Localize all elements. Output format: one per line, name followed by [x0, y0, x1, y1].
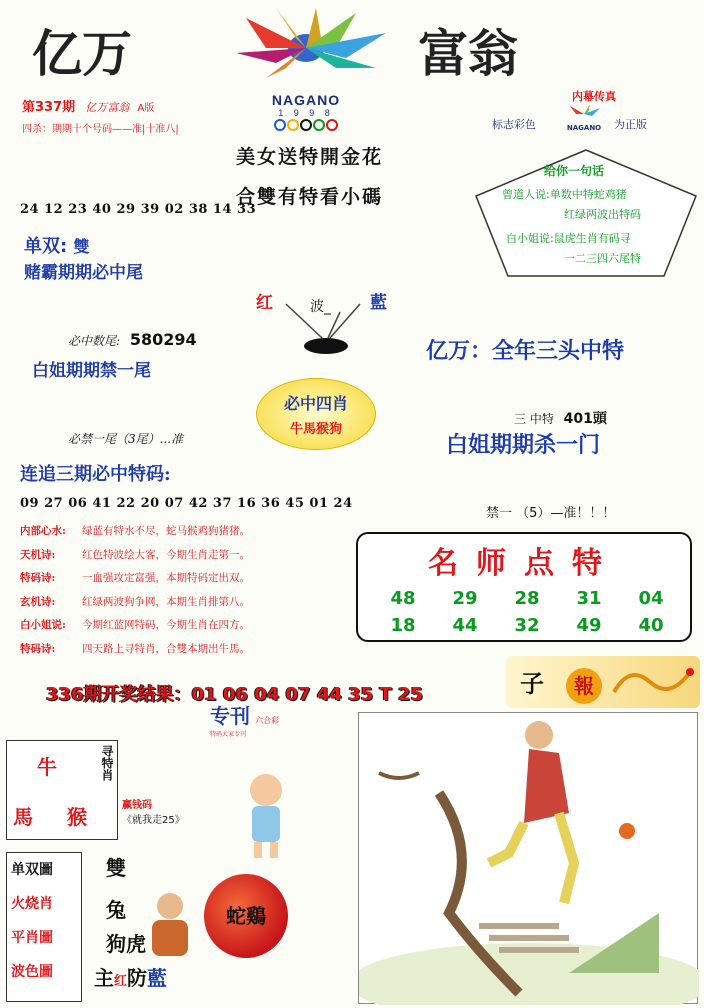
dragon-icon	[610, 662, 696, 702]
bottom-label: 平肖圖	[11, 930, 53, 946]
bottom-zhu: 主	[94, 966, 114, 990]
mingshi-title: 名师点特	[428, 546, 620, 581]
mingshi-num: 44	[452, 615, 478, 636]
win-badge-title: 赢钱码	[122, 800, 152, 811]
issue-line	[22, 96, 154, 115]
hiker-illustration-icon	[359, 713, 699, 1005]
sixiao-badge	[256, 378, 376, 450]
pentagon-line1-text: 单数中特蛇鸡猪	[549, 188, 627, 201]
bottom-value-gouhu: 狗虎	[106, 932, 146, 956]
poem-row	[20, 638, 360, 662]
bizhong-wei-label: 必中数尾:	[68, 334, 121, 348]
title-right: 富翁	[418, 24, 518, 83]
mingshi-num: 48	[390, 588, 416, 609]
poem-text: 绿蓝有特水不尽，蛇马猴鸡狗猪猪。	[82, 525, 250, 537]
zibao-zi: 子	[520, 670, 544, 698]
pentagon-line2: 红绿两波出特码	[564, 208, 641, 221]
issue-label: 第337期	[22, 100, 76, 115]
elder-figure-icon	[140, 890, 200, 960]
quannian: 亿万：全年三头中特	[426, 339, 625, 364]
zodiac-niu: 牛	[37, 755, 57, 779]
poem-row	[20, 544, 360, 568]
bottom-label: 火烧肖	[11, 896, 53, 912]
danshuang-sub: 赌霸期期必中尾	[24, 263, 143, 283]
poem-text: 今期红蓝网特码，今期生肖在四方。	[82, 619, 250, 631]
poems	[20, 520, 360, 661]
bizhong-wei-sub: 白姐期期禁一尾	[32, 361, 151, 381]
mingshi-num: 31	[576, 588, 602, 609]
fax-left: 标志彩色	[492, 118, 536, 131]
snake-rooster-badge	[204, 874, 288, 958]
mingshi-num: 04	[638, 588, 664, 609]
zhuankan-sub: 特码大家专刊	[210, 731, 247, 738]
poem-text: 一血强攻定富强，本期特码定出双。	[82, 572, 250, 584]
mingshi-num: 32	[514, 615, 540, 636]
fax-logo-icon	[560, 104, 608, 132]
fax-title: 内幕传真	[572, 90, 616, 103]
sixiao-title: 必中四肖	[283, 394, 348, 413]
pentagon-line3-text: 鼠虎生肖有码寻	[553, 232, 631, 245]
numbers-top: 24 12 23 40 29 39 02 38 14 33	[20, 202, 257, 217]
mingshi-num: 29	[452, 588, 478, 609]
slogan-line1: 美女送特開金花	[236, 146, 384, 168]
snake-rooster: 蛇鷄	[226, 904, 266, 928]
numbers-mid: 09 27 06 41 22 20 07 42 37 16 36 45 01 24	[20, 496, 353, 511]
win-badge-sub: 《就我走25》	[122, 815, 185, 826]
illustration-panel	[358, 712, 698, 1004]
pentagon-line3-label: 白小姐说:	[506, 232, 554, 245]
wave-figure	[250, 282, 400, 362]
zodiac-hou: 猴	[67, 805, 87, 829]
poem-key: 白小姐说:	[20, 619, 66, 631]
lianzhui: 连追三期必中特码:	[20, 464, 171, 485]
zhuankan-label: 专刊	[210, 704, 250, 728]
pentagon-title: 给你一句话	[544, 164, 605, 178]
issue-note: 四杀：期期十个号码——准|十准八|	[22, 124, 179, 135]
result: 336期开奖结果：01 06 04 07 44 35 T 25	[46, 684, 424, 705]
nagano-logo	[206, 8, 406, 123]
zodiac-side: 寻特肖	[100, 745, 114, 781]
bottom-value-tu: 兔	[106, 898, 126, 922]
pentagon-line1-label: 曾道人说:	[502, 188, 550, 201]
logo-year: 1 9 9 8	[278, 108, 334, 118]
bottom-zhufang	[94, 962, 167, 991]
mingshi-row1	[358, 588, 690, 609]
jinwei: 必禁一尾（3尾）...准	[68, 432, 184, 446]
slogan-line2: 合雙有特看小碼	[236, 186, 384, 208]
zibao-banner	[506, 656, 700, 708]
pentagon-box	[474, 148, 698, 278]
bottom-lan: 藍	[147, 966, 168, 990]
poem-key: 特码诗:	[20, 642, 56, 655]
wave-red: 红	[256, 293, 273, 313]
zodiac-ma: 馬	[13, 805, 33, 829]
zhuankan	[210, 700, 320, 738]
mingshi-row2	[358, 615, 690, 636]
wave-mid: 波_	[310, 299, 331, 315]
pentagon-line3	[506, 230, 631, 246]
pentagon-line1	[502, 186, 627, 202]
poem-key: 玄机诗:	[20, 595, 56, 608]
left-zodiac-panel	[6, 740, 118, 840]
bottom-fang: 防	[127, 966, 148, 990]
bottom-labels	[6, 852, 82, 1002]
issue-grade: A版	[137, 103, 155, 114]
bottom-label: 波色圖	[11, 964, 53, 980]
poem-row	[20, 614, 360, 638]
poem-row	[20, 567, 360, 591]
poem-row	[20, 520, 360, 544]
zibao-bao: 報	[566, 668, 602, 704]
poem-key: 内部心水:	[20, 525, 66, 537]
zhongte-sub: 白姐期期杀一门	[446, 433, 601, 458]
bizhong-wei-value: 580294	[129, 330, 197, 349]
zhongte-label: 三 中特	[514, 412, 554, 426]
bizhong-wei-line	[68, 330, 197, 349]
danshuang-value: 雙	[73, 237, 90, 256]
pentagon-line4: 一二三四六尾特	[564, 252, 641, 265]
poem-text: 红绿两波狗争网，本期生肖排第八。	[82, 595, 250, 608]
danshuang-line	[24, 232, 90, 258]
logo-text: NAGANO	[271, 92, 341, 108]
sixiao-value: 牛馬猴狗	[289, 422, 342, 437]
zhuankan-small: 六合彩	[255, 716, 280, 725]
issue-brand: 亿万富翁	[85, 101, 130, 114]
olympic-rings-icon	[206, 119, 406, 131]
child-figure-icon	[236, 770, 296, 860]
mingshi-num: 28	[514, 588, 540, 609]
win-badge	[122, 796, 208, 836]
zhongte-line	[514, 408, 607, 428]
mingshi-num: 18	[390, 615, 416, 636]
bottom-hong: 红	[114, 974, 128, 989]
wave-blue: 藍	[370, 293, 387, 313]
fax-right: 为正版	[614, 118, 647, 131]
poem-key: 天机诗:	[20, 548, 56, 561]
mingshi-num: 49	[576, 615, 602, 636]
title-left: 亿万	[32, 24, 132, 83]
poem-key: 特码诗:	[20, 572, 56, 584]
bottom-value-shuang: 雙	[106, 856, 126, 880]
poem-row	[20, 591, 360, 615]
mingshi-box	[356, 532, 692, 642]
poem-text: 四天路上寻特肖，合雙本期出牛馬。	[82, 642, 250, 655]
zhongte-value: 401頭	[563, 411, 607, 427]
fax-logo-text: NAGANO	[566, 124, 602, 132]
mingshi-num: 40	[638, 615, 664, 636]
danshuang-label: 单双:	[24, 236, 68, 257]
bottom-label: 单双圖	[11, 862, 53, 878]
poem-text: 红色特波绘大客，今期生肖走第一。	[82, 548, 250, 561]
jinyi: 禁一 （5）—准！！！	[486, 506, 616, 521]
